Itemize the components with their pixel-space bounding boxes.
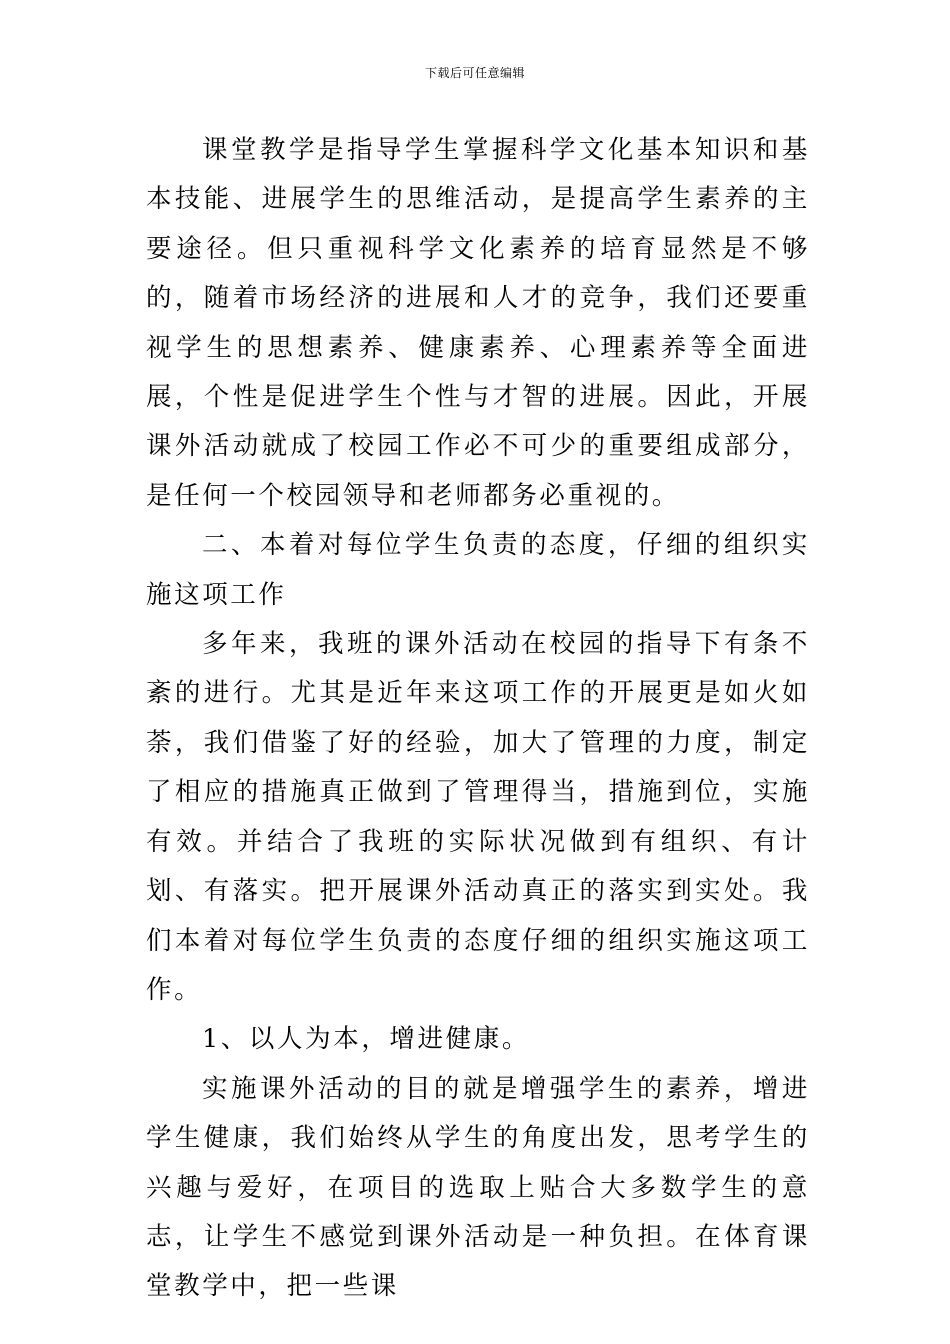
- paragraph-practice: 多年来，我班的课外活动在校园的指导下有条不紊的进行。尤其是近年来这项工作的开展更是如火如荼，我们借鉴了好的经验，加大了管理的力度，制定了相应的措施真正做到了管理得当，措施到位，实施有效。并结合了我班的实际状况做到有组织、有计划、有落实。把开展课外活动真正的落实到实处。我们本着对每位学生负责的态度仔细的组织实施这项工作。: [146, 629, 810, 1005]
- page-header: 下载后可任意编辑: [424, 66, 525, 80]
- subheading-people-oriented: 1、以人为本，增进健康。: [202, 1024, 530, 1055]
- section-heading: 二、本着对每位学生负责的态度，仔细的组织实施这项工作: [146, 530, 810, 610]
- paragraph-intro: 课堂教学是指导学生掌握科学文化基本知识和基本技能、进展学生的思维活动，是提高学生素养的主要途径。但只重视科学文化素养的培育显然是不够的，随着市场经济的进展和人才的竞争，我们还要重视学生的思想素养、健康素养、心理素养等全面进展，个性是促进学生个性与才智的进展。因此，开展课外活动就成了校园工作必不可少的重要组成部分，是任何一个校园领导和老师都务必重视的。: [146, 135, 810, 511]
- document-body: [146, 126, 810, 1312]
- paragraph-purpose: 实施课外活动的目的就是增强学生的素养，增进学生健康，我们始终从学生的角度出发，思考学生的兴趣与爱好，在项目的选取上贴合大多数学生的意志，让学生不感觉到课外活动是一种负担。在体育课堂教学中，把一些课: [146, 1073, 810, 1302]
